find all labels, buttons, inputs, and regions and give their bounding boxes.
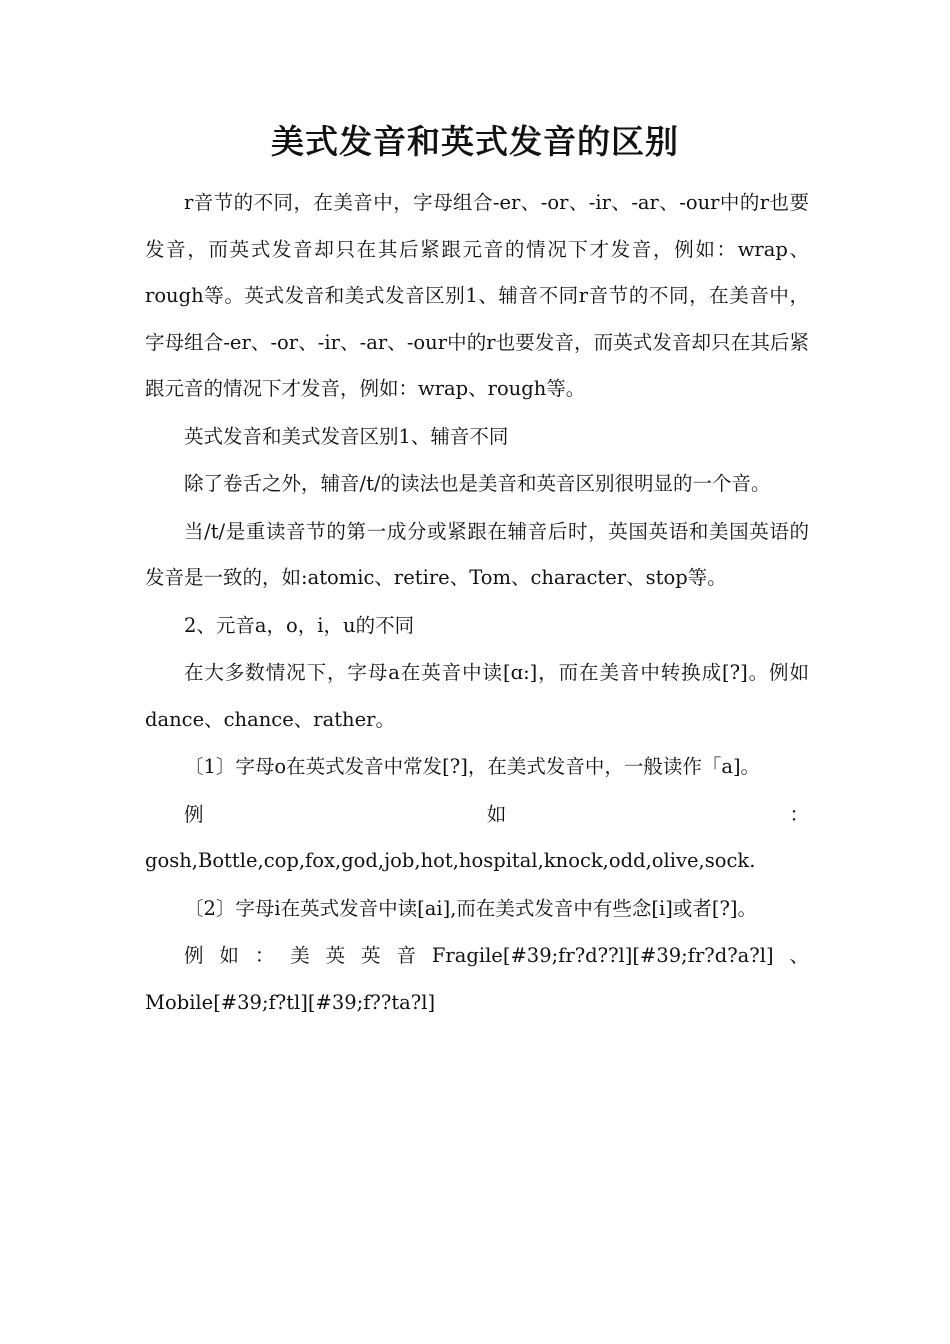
paragraph-10: 例如：美英英音Fragile[#39;fr?d??l][#39;fr?d?a?l]、Mobile[#39;f?tl][#39;f??ta?l] bbox=[145, 944, 809, 1014]
paragraph-4: 当/t/是重读音节的第一成分或紧跟在辅音后时，英国英语和美国英语的发音是一致的，如:atomic、retire、Tom、character、stop等。 bbox=[145, 519, 809, 589]
paragraph-8: 例如：gosh,Bottle,cop,fox,god,job,hot,hospital,knock,odd,olive,sock. bbox=[145, 802, 809, 872]
paragraph-5: 2、元音a，o，i，u的不同 bbox=[184, 613, 415, 637]
paragraph-7: 〔1〕字母o在英式发音中常发[?]，在美式发音中，一般读作「a]。 bbox=[184, 755, 761, 778]
document-body bbox=[145, 180, 809, 1026]
document-title: 美式发音和英式发音的区别 bbox=[271, 122, 679, 161]
paragraph-2: 英式发音和美式发音区别1、辅音不同 bbox=[184, 424, 509, 448]
paragraph-1: r音节的不同，在美音中，字母组合-er、-or、-ir、-ar、-our中的r也要发音，而英式发音却只在其后紧跟元音的情况下才发音，例如：wrap、rough等。英式发音和美式发音区别1、辅音不同r音节的不同，在美音中，字母组合-er、-or、-ir、-ar、-our中的r也要发音，而英式发音却只在其后紧跟元音的情况下才发音，例如：wrap、rough等。 bbox=[145, 191, 809, 400]
paragraph-3: 除了卷舌之外，辅音/t/的读法也是美音和英音区别很明显的一个音。 bbox=[184, 472, 771, 495]
paragraph-9: 〔2〕字母i在英式发音中读[ai],而在美式发音中有些念[i]或者[?]。 bbox=[184, 896, 758, 920]
paragraph-6: 在大多数情况下，字母a在英音中读[ɑ:]，而在美音中转换成[?]。例如dance、chance、rather。 bbox=[145, 661, 809, 731]
